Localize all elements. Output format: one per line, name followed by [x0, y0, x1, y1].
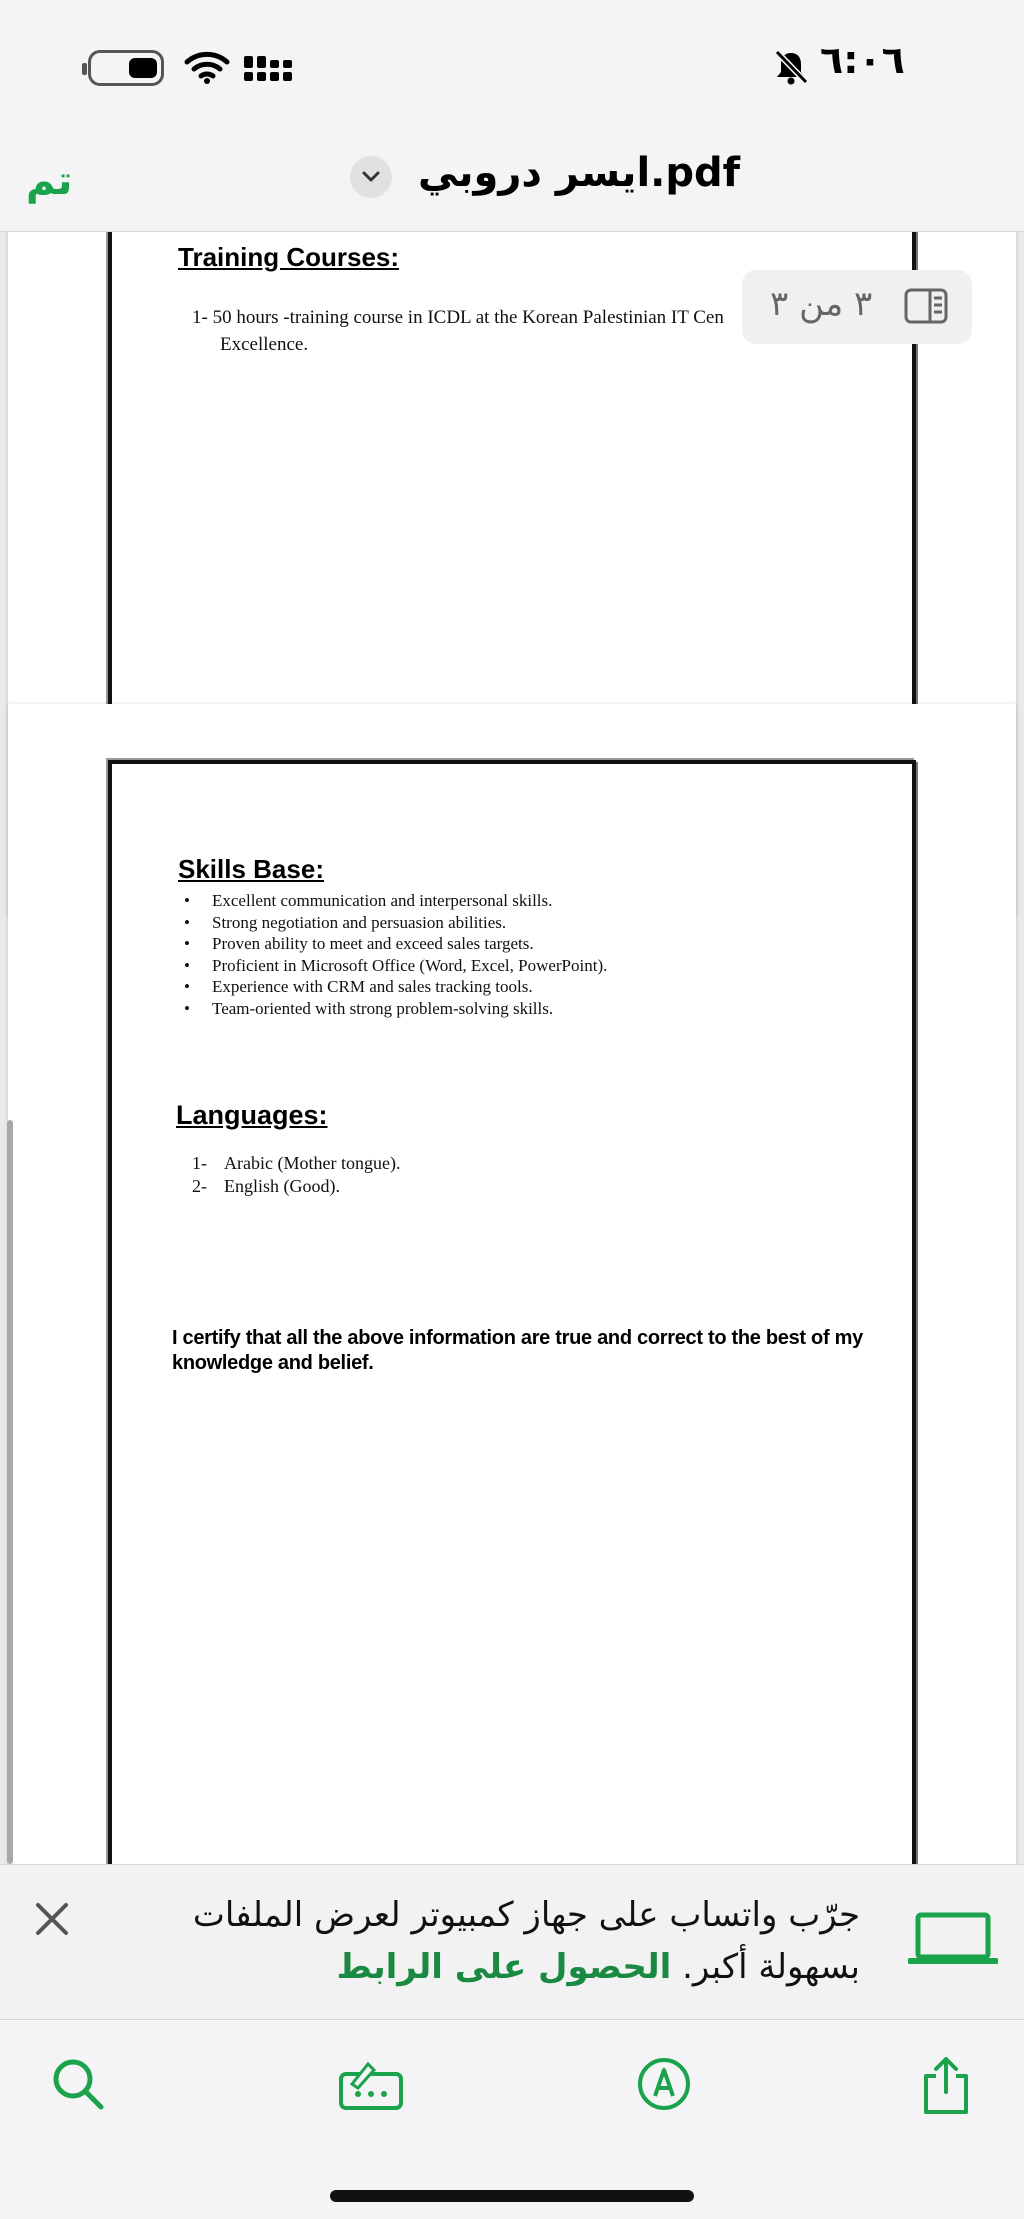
- list-item: • Experience with CRM and sales tracking tools.: [184, 976, 607, 998]
- signal-icon: [244, 52, 300, 88]
- language-text: English (Good).: [224, 1176, 340, 1196]
- title-dropdown-button[interactable]: [350, 156, 392, 198]
- list-item: • Team-oriented with strong problem-solving skills.: [184, 998, 607, 1020]
- page-indicator-text: ٣ من ٣: [770, 284, 873, 324]
- chevron-down-icon: [361, 168, 381, 186]
- banner-message: [100, 1889, 860, 1993]
- languages-heading-text: Languages: [176, 1100, 319, 1130]
- course-line-2: Excellence.: [220, 334, 309, 355]
- pdf-page-3: [8, 704, 1016, 1864]
- list-item: • Excellent communication and interpersonal skills.: [184, 890, 607, 912]
- training-heading: Training Courses:: [178, 242, 400, 272]
- list-number: 2-: [192, 1176, 207, 1196]
- done-button[interactable]: تم: [26, 158, 73, 204]
- skills-heading: Skills Base:: [178, 854, 324, 884]
- desktop-promo-banner: [0, 1864, 1024, 2020]
- list-item: • Proficient in Microsoft Office (Word, Excel, PowerPoint).: [184, 955, 607, 977]
- page-indicator[interactable]: [742, 270, 972, 344]
- laptop-icon: [908, 1911, 998, 1967]
- skills-list: [184, 890, 607, 1019]
- markup-icon[interactable]: [636, 2056, 692, 2112]
- get-link-button[interactable]: الحصول على الرابط: [336, 1947, 672, 1987]
- list-item: • Strong negotiation and persuasion abilities.: [184, 912, 607, 934]
- page-border: [108, 760, 916, 1864]
- list-number: 1-: [192, 1153, 207, 1173]
- language-text: Arabic (Mother tongue).: [224, 1153, 401, 1173]
- pdf-viewer[interactable]: [0, 232, 1024, 1864]
- status-bar: [0, 0, 1024, 130]
- languages-heading: [176, 1100, 328, 1131]
- nav-bar: [0, 130, 1024, 232]
- document-title[interactable]: ايسر دروبي.pdf: [418, 150, 741, 196]
- course-line-1: 1- 50 hours -training course in ICDL at the Korean Palestinian IT Cen: [192, 307, 724, 328]
- battery-icon: [88, 50, 164, 86]
- bell-slash-icon: [772, 48, 810, 86]
- languages-heading-colon: :: [318, 1100, 328, 1130]
- close-icon[interactable]: [32, 1899, 72, 1939]
- list-item: [192, 1152, 400, 1175]
- clock-time: ٦:٠٦: [820, 38, 905, 82]
- training-course-item: [192, 304, 812, 358]
- wifi-icon: [183, 48, 231, 86]
- list-item: • Proven ability to meet and exceed sales targets.: [184, 933, 607, 955]
- share-icon[interactable]: [920, 2056, 972, 2116]
- scroll-indicator[interactable]: [7, 1120, 13, 1864]
- certification-statement: I certify that all the above information are true and correct to the best of my knowledge and belief.: [172, 1327, 863, 1374]
- search-icon[interactable]: [50, 2056, 106, 2112]
- home-indicator[interactable]: [330, 2190, 694, 2202]
- sidebar-icon: [904, 288, 948, 324]
- list-item: [192, 1175, 400, 1198]
- bottom-toolbar: [0, 2020, 1024, 2219]
- banner-text: جرّب واتساب على جهاز كمبيوتر لعرض الملفات بسهولة أكبر.: [192, 1895, 860, 1987]
- keyboard-icon[interactable]: [338, 2056, 404, 2112]
- languages-list: [192, 1152, 400, 1198]
